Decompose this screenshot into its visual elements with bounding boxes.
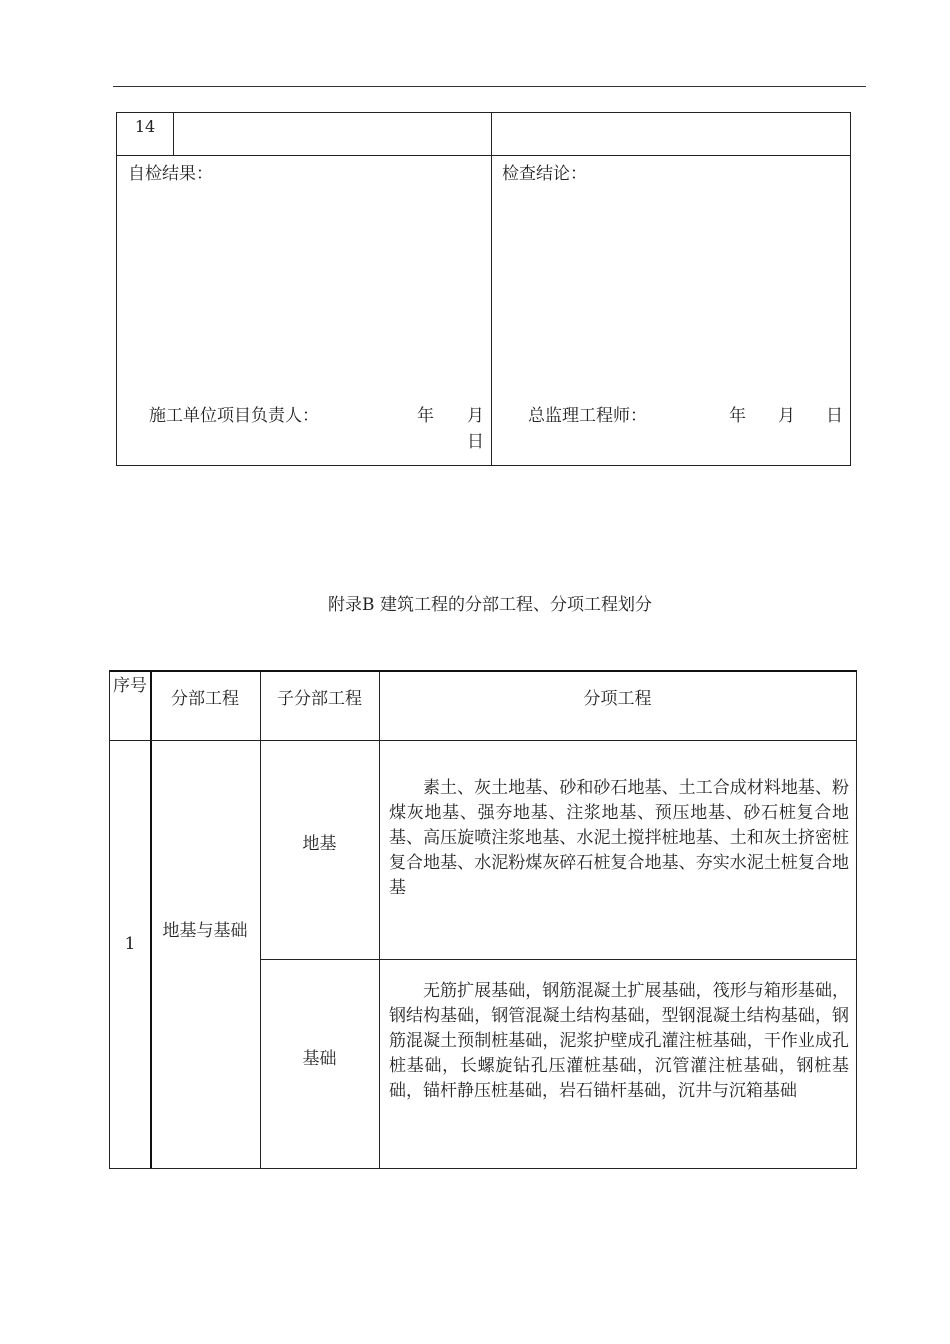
header-rule — [113, 86, 866, 87]
day-label: 日 — [826, 406, 843, 426]
sub-division-name: 基础 — [302, 1049, 337, 1069]
year-label: 年 — [417, 406, 434, 426]
sub-division-items: 无筋扩展基础，钢筋混凝土扩展基础，筏形与箱形基础，钢结构基础，钢管混凝土结构基础，型钢混凝土结构基础，钢筋混凝土预制桩基础，泥浆护壁成孔灌注桩基础，干作业成孔桩基础，长螺旋钻孔压灌桩基础，沉管灌注桩基础，钢桩基础，锚杆静压桩基础，岩石锚杆基础，沉井与沉箱基础 — [389, 981, 849, 1101]
inspection-conclusion-label: 检查结论： — [502, 164, 587, 184]
row-division: 地基与基础 — [162, 921, 248, 941]
row-number: 14 — [117, 113, 174, 155]
column-divider — [379, 672, 380, 1168]
header-divider — [110, 740, 856, 741]
column-divider — [491, 113, 492, 465]
row-seq: 1 — [124, 934, 136, 954]
header-sub-division: 子分部工程 — [277, 689, 362, 709]
day-label: 日 — [467, 432, 484, 452]
year-label: 年 — [729, 406, 746, 426]
header-division: 分部工程 — [171, 689, 239, 709]
row-divider — [260, 959, 856, 960]
sub-division-name: 地基 — [302, 834, 337, 854]
division-table — [109, 670, 857, 1169]
contractor-signer-label: 施工单位项目负责人： — [149, 406, 319, 426]
sub-division-items: 素土、灰土地基、砂和砂石地基、土工合成材料地基、粉煤灰地基、强夯地基、注浆地基、预压地基、砂石桩复合地基、高压旋喷注浆地基、水泥土搅拌桩地基、土和灰土挤密桩复合地基、水泥粉煤灰碎石桩复合地基、夯实水泥土桩复合地基 — [389, 778, 849, 898]
month-label: 月 — [778, 406, 795, 426]
column-divider — [260, 672, 261, 1168]
supervisor-signer-label: 总监理工程师： — [528, 406, 647, 426]
self-check-label: 自检结果： — [128, 164, 213, 184]
header-seq: 序号 — [113, 676, 147, 696]
header-items: 分项工程 — [583, 689, 652, 709]
appendix-title: 附录B 建筑工程的分部工程、分项工程划分 — [328, 595, 652, 615]
month-label: 月 — [467, 406, 484, 426]
inspection-table — [116, 112, 851, 466]
table-row — [117, 113, 850, 156]
